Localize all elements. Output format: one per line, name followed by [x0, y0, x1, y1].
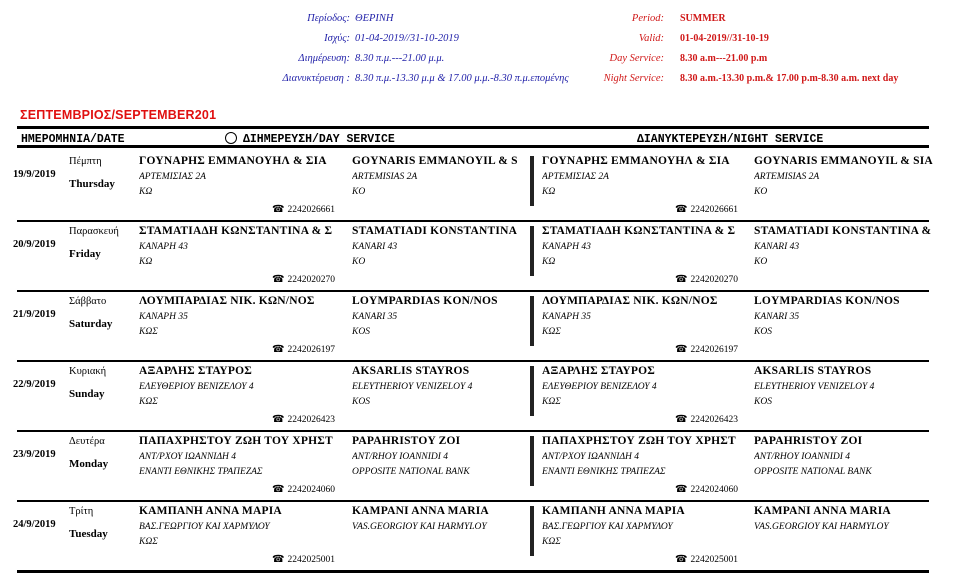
pharmacy-name: ΠΑΠΑΧΡΗΣΤΟΥ ΖΩΗ ΤΟΥ ΧΡΗΣΤ [542, 435, 736, 447]
pharmacy-address: ΒΑΣ.ΓΕΩΡΓΙΟΥ ΚΑΙ ΧΑΡΜΥΛΟΥ [139, 522, 270, 532]
night-phone [675, 344, 738, 355]
row-day-english: Tuesday [69, 528, 108, 540]
phone-icon: ☎ [272, 274, 285, 285]
phone-icon: ☎ [272, 554, 285, 565]
header-label: Day Service: [609, 53, 664, 64]
pharmacy-address: KANARI 35 [352, 312, 398, 322]
table-row [13, 292, 929, 362]
row-date: 19/9/2019 [13, 169, 56, 180]
pharmacy-city: ΚΩΣ [542, 397, 561, 407]
table-header [17, 126, 929, 148]
table-row [13, 432, 929, 502]
pharmacy-name: AKSARLIS STAYROS [352, 365, 470, 377]
pharmacy-address: ANT/RHOY IOANNIDI 4 [754, 452, 851, 462]
row-date: 23/9/2019 [13, 449, 56, 460]
day-phone [272, 484, 335, 495]
header-row [0, 49, 590, 69]
day-pharmacy-english [352, 505, 540, 552]
night-pharmacy-english [754, 225, 934, 272]
phone-number: 2242026423 [690, 415, 738, 425]
pharmacy-name: ΛΟΥΜΠΑΡΔΙΑΣ ΝΙΚ. ΚΩΝ/ΝΟΣ [139, 295, 315, 307]
header-label: Night Service: [603, 73, 664, 84]
header-value: ΘΕΡΙΝΗ [355, 13, 394, 24]
header-label: Valid: [638, 33, 664, 44]
phone-number: 2242024060 [690, 485, 738, 495]
header-english [590, 9, 956, 89]
pharmacy-address: ΑΡΤΕΜΙΣΙΑΣ 2Α [542, 172, 609, 182]
pharmacy-name: ΑΞΑΡΛΗΣ ΣΤΑΥΡΟΣ [542, 365, 656, 377]
phone-icon: ☎ [675, 554, 688, 565]
day-pharmacy-greek [139, 155, 349, 202]
pharmacy-city: ΚΩΣ [139, 537, 158, 547]
pharmacy-city: KO [352, 187, 366, 197]
phone-icon: ☎ [675, 274, 688, 285]
phone-number: 2242024060 [287, 485, 335, 495]
header-value: 01-04-2019//31-10-2019 [355, 33, 459, 44]
header-row [590, 29, 956, 49]
day-pharmacy-greek [139, 225, 349, 272]
night-phone [675, 484, 738, 495]
pharmacy-address: ΒΑΣ.ΓΕΩΡΓΙΟΥ ΚΑΙ ΧΑΡΜΥΛΟΥ [542, 522, 673, 532]
night-pharmacy-greek [542, 225, 752, 272]
row-date: 24/9/2019 [13, 519, 56, 530]
pharmacy-city: KO [754, 187, 768, 197]
night-pharmacy-greek [542, 295, 752, 342]
day-phone [272, 274, 335, 285]
pharmacy-name: STAMATIADI KONSTANTINA & [754, 225, 932, 237]
phone-icon: ☎ [272, 344, 285, 355]
header-value: 01-04-2019//31-10-19 [680, 33, 769, 44]
row-day-english: Monday [69, 458, 109, 470]
pharmacy-address: ΕΛΕΥΘΕΡΙΟΥ ΒΕΝΙΖΕΛΟΥ 4 [542, 382, 657, 392]
row-day-greek: Παρασκευή [69, 226, 119, 237]
day-pharmacy-greek [139, 505, 349, 552]
pharmacy-name: PAPAHRISTOY ZOI [352, 435, 461, 447]
phone-number: 2242020270 [690, 275, 738, 285]
row-day-english: Friday [69, 248, 101, 260]
phone-icon: ☎ [272, 484, 285, 495]
pharmacy-address: KANARI 35 [754, 312, 800, 322]
header-greek [0, 9, 590, 89]
pharmacy-name: LOYMPARDIAS KON/NOS [352, 295, 498, 307]
day-phone [272, 414, 335, 425]
duty-table [13, 152, 933, 573]
pharmacy-address: ANT/RHOY IOANNIDI 4 [352, 452, 449, 462]
pharmacy-name: KAMPANI ANNA MARIA [352, 505, 489, 517]
pharmacy-address: ΚΑΝΑΡΗ 43 [139, 242, 188, 252]
pharmacy-name: PAPAHRISTOY ZOI [754, 435, 863, 447]
pharmacy-name: AKSARLIS STAYROS [754, 365, 872, 377]
day-pharmacy-english [352, 155, 540, 202]
night-pharmacy-greek [542, 435, 752, 482]
phone-number: 2242025001 [287, 555, 335, 565]
header-value: 8.30 π.μ.-13.30 μ.μ & 17.00 μ.μ.-8.30 π.μ.επομένης [355, 73, 569, 84]
day-pharmacy-greek [139, 365, 349, 412]
header-label: Period: [631, 13, 664, 24]
pharmacy-address: ΑΡΤΕΜΙΣΙΑΣ 2Α [139, 172, 206, 182]
header-label: Περίοδος: [307, 13, 350, 24]
phone-number: 2242020270 [287, 275, 335, 285]
day-pharmacy-english [352, 365, 540, 412]
pharmacy-address: ΚΑΝΑΡΗ 43 [542, 242, 591, 252]
night-pharmacy-english [754, 435, 934, 482]
pharmacy-city: ΚΩ [542, 257, 556, 267]
column-separator [530, 436, 534, 486]
table-row [13, 362, 929, 432]
pharmacy-city: KOS [754, 327, 772, 337]
pharmacy-name: ΚΑΜΠΑΝΗ ΑΝΝΑ ΜΑΡΙΑ [139, 505, 282, 517]
pharmacy-city: OPPOSITE NATIONAL BANK [352, 467, 470, 477]
pharmacy-city: KO [754, 257, 768, 267]
column-separator [530, 506, 534, 556]
pharmacy-address: VAS.GEORGIOY KAI HARMYLOY [352, 522, 487, 532]
day-pharmacy-greek [139, 295, 349, 342]
night-pharmacy-greek [542, 365, 752, 412]
table-row [13, 152, 933, 222]
day-pharmacy-greek [139, 435, 349, 482]
pharmacy-city: OPPOSITE NATIONAL BANK [754, 467, 872, 477]
pharmacy-address: ELEYTHERIOY VENIZELOY 4 [352, 382, 473, 392]
pharmacy-name: ΑΞΑΡΛΗΣ ΣΤΑΥΡΟΣ [139, 365, 253, 377]
pharmacy-city: ΕΝΑΝΤΙ ΕΘΝΙΚΗΣ ΤΡΑΠΕΖΑΣ [139, 467, 263, 477]
month-title: ΣΕΠΤΕΜΒΡΙΟΣ/SEPTEMBER201 [20, 108, 217, 122]
night-phone [675, 414, 738, 425]
day-phone [272, 344, 335, 355]
phone-number: 2242026661 [690, 205, 738, 215]
pharmacy-city: KOS [352, 327, 370, 337]
pharmacy-city: KOS [352, 397, 370, 407]
night-pharmacy-english [754, 365, 934, 412]
day-pharmacy-english [352, 225, 540, 272]
phone-icon: ☎ [272, 414, 285, 425]
phone-icon: ☎ [675, 484, 688, 495]
pharmacy-name: ΣΤΑΜΑΤΙΑΔΗ ΚΩΝΣΤΑΝΤΙΝΑ & Σ [139, 225, 333, 237]
pharmacy-city: ΚΩΣ [542, 537, 561, 547]
night-phone [675, 274, 738, 285]
pharmacy-address: ΚΑΝΑΡΗ 35 [139, 312, 188, 322]
night-phone [675, 554, 738, 565]
day-phone [272, 204, 335, 215]
header-value: 8.30 π.μ.---21.00 μ.μ. [355, 53, 445, 64]
pharmacy-name: ΣΤΑΜΑΤΙΑΔΗ ΚΩΝΣΤΑΝΤΙΝΑ & Σ [542, 225, 736, 237]
pharmacy-city: ΚΩ [139, 257, 153, 267]
pharmacy-name: LOYMPARDIAS KON/NOS [754, 295, 900, 307]
pharmacy-address: ΚΑΝΑΡΗ 35 [542, 312, 591, 322]
column-header-day-service: ΔΙΗΜΕΡΕΥΣΗ/DAY SERVICE [243, 133, 395, 146]
column-separator [530, 156, 534, 206]
pharmacy-name: ΠΑΠΑΧΡΗΣΤΟΥ ΖΩΗ ΤΟΥ ΧΡΗΣΤ [139, 435, 333, 447]
pharmacy-address: ELEYTHERIOY VENIZELOY 4 [754, 382, 875, 392]
pharmacy-address: KANARI 43 [754, 242, 800, 252]
phone-icon: ☎ [675, 414, 688, 425]
phone-number: 2242026197 [690, 345, 738, 355]
row-day-english: Thursday [69, 178, 115, 190]
column-header-date: ΗΜΕΡΟΜΗΝΙΑ/DATE [21, 133, 125, 146]
phone-number: 2242025001 [690, 555, 738, 565]
header-label: Ισχύς: [324, 33, 350, 44]
phone-icon: ☎ [675, 204, 688, 215]
pharmacy-name: ΚΑΜΠΑΝΗ ΑΝΝΑ ΜΑΡΙΑ [542, 505, 685, 517]
pharmacy-name: GOYNARIS EMMANOYIL & SIA [754, 155, 933, 167]
pharmacy-name: GOYNARIS EMMANOYIL & S [352, 155, 518, 167]
night-pharmacy-english [754, 155, 934, 202]
pharmacy-address: ΑΝΤ/ΡΧΟΥ ΙΩΑΝΝΙΔΗ 4 [542, 452, 640, 462]
table-row [13, 502, 929, 573]
column-header-night-service: ΔΙΑΝΥΚΤΕΡΕΥΣΗ/NIGHT SERVICE [637, 133, 824, 146]
column-separator [530, 366, 534, 416]
row-day-greek: Κυριακή [69, 366, 107, 377]
pharmacy-name: STAMATIADI KONSTANTINA [352, 225, 518, 237]
pharmacy-name: ΓΟΥΝΑΡΗΣ ΕΜΜΑΝΟΥΗΛ & ΣΙΑ [542, 155, 730, 167]
day-phone [272, 554, 335, 565]
pharmacy-city: ΚΩ [139, 187, 153, 197]
header-label: Διανυκτέρευση : [282, 73, 350, 84]
pharmacy-name: KAMPANI ANNA MARIA [754, 505, 891, 517]
column-separator [530, 296, 534, 346]
phone-icon: ☎ [675, 344, 688, 355]
phone-icon: ☎ [272, 204, 285, 215]
pharmacy-address: KANARI 43 [352, 242, 398, 252]
pharmacy-name: ΓΟΥΝΑΡΗΣ ΕΜΜΑΝΟΥΗΛ & ΣΙΑ [139, 155, 327, 167]
pharmacy-city: KO [352, 257, 366, 267]
column-separator [530, 226, 534, 276]
pharmacy-city [754, 537, 934, 552]
phone-number: 2242026197 [287, 345, 335, 355]
row-day-greek: Σάββατο [69, 296, 107, 307]
night-phone [675, 204, 738, 215]
pharmacy-city: KOS [754, 397, 772, 407]
pharmacy-city: ΚΩΣ [139, 327, 158, 337]
header-row [0, 9, 590, 29]
header-value: 8.30 a.m---21.00 p.m [680, 53, 768, 64]
pharmacy-address: VAS.GEORGIOY KAI HARMYLOY [754, 522, 889, 532]
pharmacy-city: ΚΩΣ [542, 327, 561, 337]
row-day-greek: Τρίτη [69, 506, 94, 517]
pharmacy-address: ARTEMISIAS 2A [754, 172, 820, 182]
circle-icon [225, 132, 237, 144]
header-value: SUMMER [680, 13, 726, 24]
row-day-english: Saturday [69, 318, 113, 330]
pharmacy-address: ARTEMISIAS 2A [352, 172, 418, 182]
row-day-greek: Δευτέρα [69, 436, 105, 447]
day-pharmacy-english [352, 435, 540, 482]
pharmacy-city: ΚΩ [542, 187, 556, 197]
table-row [13, 222, 932, 292]
day-pharmacy-english [352, 295, 540, 342]
night-pharmacy-greek [542, 155, 752, 202]
night-pharmacy-greek [542, 505, 752, 552]
phone-number: 2242026423 [287, 415, 335, 425]
pharmacy-address: ΕΛΕΥΘΕΡΙΟΥ ΒΕΝΙΖΕΛΟΥ 4 [139, 382, 254, 392]
row-date: 22/9/2019 [13, 379, 56, 390]
pharmacy-city [352, 537, 540, 552]
header-label: Διημέρευση: [298, 53, 350, 64]
phone-number: 2242026661 [287, 205, 335, 215]
row-date: 20/9/2019 [13, 239, 56, 250]
night-pharmacy-english [754, 295, 934, 342]
header-row [590, 49, 956, 69]
header-row [590, 69, 956, 89]
night-pharmacy-english [754, 505, 934, 552]
row-date: 21/9/2019 [13, 309, 56, 320]
pharmacy-city: ΕΝΑΝΤΙ ΕΘΝΙΚΗΣ ΤΡΑΠΕΖΑΣ [542, 467, 666, 477]
header-row [0, 69, 590, 89]
header-row [0, 29, 590, 49]
header-row [590, 9, 956, 29]
pharmacy-city: ΚΩΣ [139, 397, 158, 407]
pharmacy-address: ΑΝΤ/ΡΧΟΥ ΙΩΑΝΝΙΔΗ 4 [139, 452, 237, 462]
pharmacy-name: ΛΟΥΜΠΑΡΔΙΑΣ ΝΙΚ. ΚΩΝ/ΝΟΣ [542, 295, 718, 307]
row-day-greek: Πέμπτη [69, 156, 102, 167]
header-value: 8.30 a.m.-13.30 p.m.& 17.00 p.m-8.30 a.m. next day [680, 73, 899, 84]
row-day-english: Sunday [69, 388, 105, 400]
